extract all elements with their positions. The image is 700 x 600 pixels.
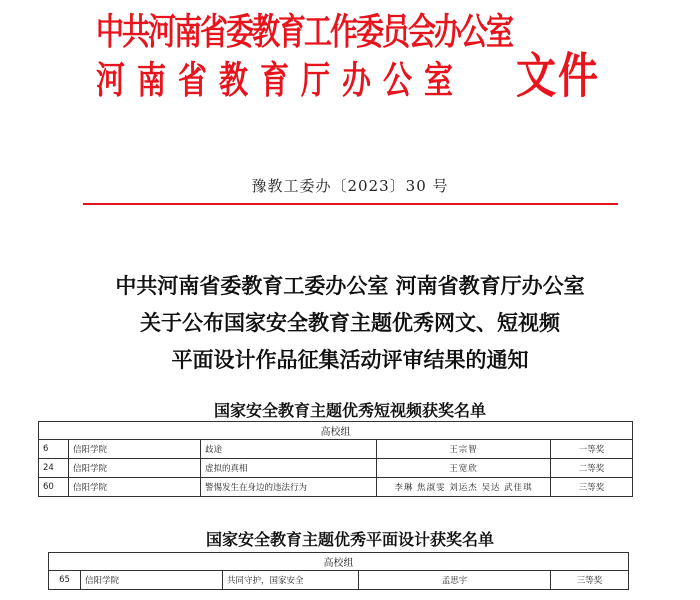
row-work-title: 歧途 [201, 440, 377, 459]
group-label: 高校组 [39, 422, 633, 440]
row-author: 王宗智 [377, 440, 551, 459]
document-number: 豫教工委办〔2023〕30 号 [251, 177, 449, 195]
header-org-line2: 河南省教育厅办公室 [96, 58, 466, 103]
table-row [39, 440, 633, 459]
design-list-title: 国家安全教育主题优秀平面设计获奖名单 [205, 530, 494, 549]
red-divider-line [83, 203, 618, 205]
row-author: 王宽欣 [377, 459, 551, 478]
table-group-row [39, 422, 633, 440]
video-list-title: 国家安全教育主题优秀短视频获奖名单 [213, 401, 486, 420]
notice-title-line2: 关于公布国家安全教育主题优秀网文、短视频 [140, 310, 560, 335]
row-number: 65 [49, 571, 81, 590]
row-award: 三等奖 [551, 571, 629, 590]
group-label: 高校组 [49, 553, 629, 571]
row-school: 信阳学院 [69, 478, 201, 497]
row-award: 二等奖 [551, 459, 633, 478]
table-row [39, 478, 633, 497]
table-group-row [49, 553, 629, 571]
row-school: 信阳学院 [69, 440, 201, 459]
row-award: 三等奖 [551, 478, 633, 497]
row-number: 24 [39, 459, 69, 478]
notice-title-line1: 中共河南省委教育工委办公室 河南省教育厅办公室 [115, 273, 585, 298]
row-work-title: 共同守护，国家安全 [223, 571, 359, 590]
table-row [39, 459, 633, 478]
header-org-line1: 中共河南省委教育工作委员会办公室 [96, 10, 513, 54]
table-row [49, 571, 629, 590]
header-doc-type: 文件 [516, 48, 600, 104]
row-school: 信阳学院 [69, 459, 201, 478]
row-school: 信阳学院 [81, 571, 223, 590]
row-author: 孟思宇 [359, 571, 551, 590]
row-number: 60 [39, 478, 69, 497]
row-work-title: 虚拟的真相 [201, 459, 377, 478]
row-award: 一等奖 [551, 440, 633, 459]
row-author: 李琳 焦淑雯 刘运杰 吴达 武佳琪 [377, 478, 551, 497]
row-work-title: 警惕发生在身边的违法行为 [201, 478, 377, 497]
design-awards-table [48, 552, 629, 590]
row-number: 6 [39, 440, 69, 459]
video-awards-table [38, 421, 633, 497]
notice-title-line3: 平面设计作品征集活动评审结果的通知 [171, 347, 529, 372]
